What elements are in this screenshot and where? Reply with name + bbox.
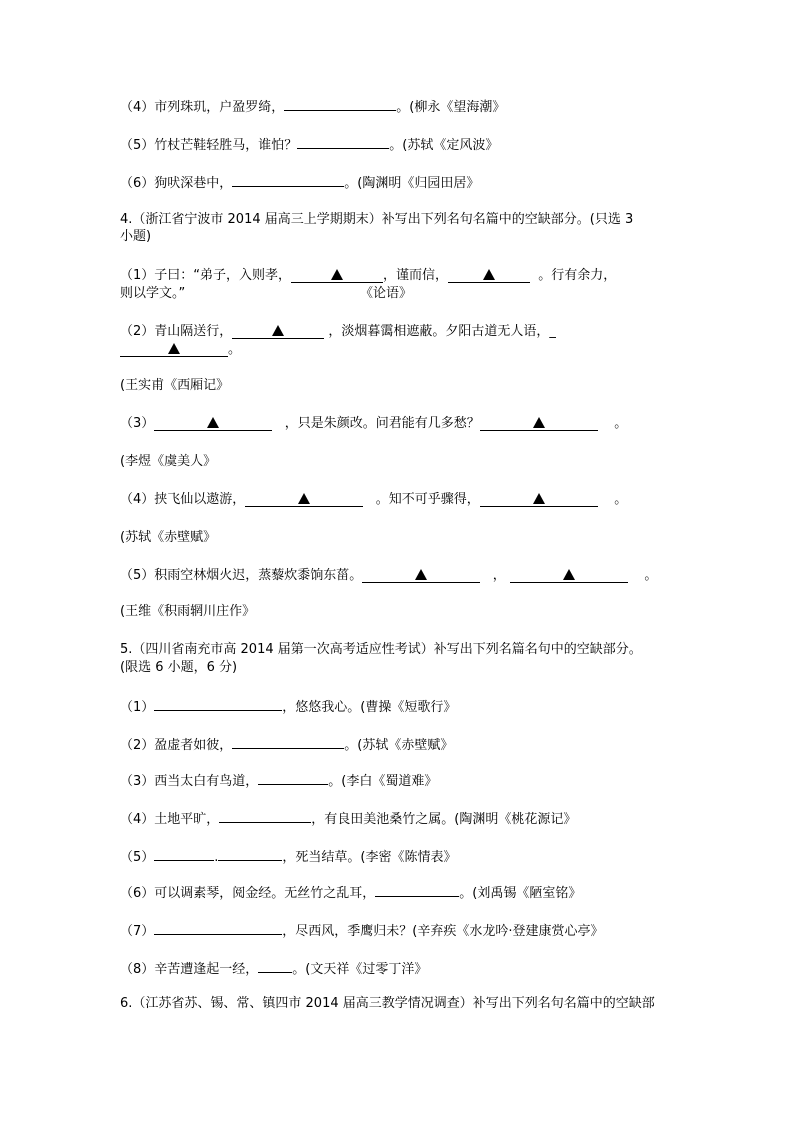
triangle-marker-icon	[415, 569, 427, 580]
item-text: （4）市列珠玑，户盈罗绮，	[120, 100, 285, 115]
item-text: 则以学文。”	[120, 286, 186, 301]
item-text: （6）狗吠深巷中，	[120, 176, 233, 191]
question-5-header-cont: (限选 6 小题，6 分)	[120, 660, 238, 675]
triangle-marker-icon	[483, 269, 495, 280]
answer-blank[interactable]	[375, 884, 459, 897]
triangle-marker-icon	[298, 493, 310, 504]
answer-blank[interactable]	[510, 568, 628, 583]
item-source: ，有良田美池桑竹之属。(陶渊明《桃花源记》	[311, 812, 577, 827]
item-text: （2）青山隔送行，	[120, 324, 233, 339]
item-4-5	[120, 568, 657, 584]
triangle-marker-icon	[563, 569, 575, 580]
triangle-marker-icon	[533, 417, 545, 428]
triangle-marker-icon	[207, 417, 219, 428]
answer-blank[interactable]	[232, 324, 324, 339]
triangle-marker-icon	[331, 269, 343, 280]
item-3-6	[120, 174, 479, 192]
item-text: 。	[614, 416, 628, 431]
item-5-6	[120, 884, 581, 902]
item-text: （1）子曰：“弟子，入则孝，	[120, 268, 292, 283]
answer-blank[interactable]	[154, 698, 282, 711]
answer-blank[interactable]	[219, 810, 311, 823]
question-6-header: 6.（江苏省苏、锡、常、镇四市 2014 届高三教学情况调查）补写出下列名句名篇中的空缺部	[120, 996, 655, 1011]
item-text: 。行有余力，	[538, 268, 617, 283]
answer-blank[interactable]	[297, 136, 389, 149]
answer-blank[interactable]	[232, 736, 344, 749]
answer-blank[interactable]	[480, 492, 598, 507]
item-text: 。知不可乎骤得，	[375, 492, 480, 507]
item-4-2	[120, 324, 556, 340]
item-text: 。	[228, 342, 242, 357]
item-text: （5）	[120, 850, 155, 865]
item-text: （4）挟飞仙以遨游，	[120, 492, 246, 507]
item-text: ，只是朱颜改。问君能有几多愁？	[284, 416, 480, 431]
answer-blank[interactable]	[154, 922, 282, 935]
item-source: 。(文天祥《过零丁洋》	[292, 962, 428, 977]
answer-blank[interactable]	[362, 568, 480, 583]
item-4-1-cont	[120, 286, 185, 302]
answer-blank[interactable]	[218, 848, 282, 861]
item-4-3-source: (李煜《虞美人》	[120, 454, 217, 469]
triangle-marker-icon	[272, 325, 284, 336]
item-text: （5）积雨空林烟火迟，蒸藜炊黍饷东菑。	[120, 568, 363, 583]
item-text: （5）竹杖芒鞋轻胜马，谁怕？	[120, 138, 298, 153]
question-4-header-cont: 小题)	[120, 229, 152, 244]
item-text: （3）	[120, 416, 155, 431]
answer-blank[interactable]	[232, 174, 344, 187]
question-5-header: 5.（四川省南充市高 2014 届第一次高考适应性考试）补写出下列名篇名句中的空缺部分。	[120, 642, 642, 657]
answer-blank[interactable]	[480, 416, 598, 431]
item-4-5-source: (王维《积雨辋川庄作》	[120, 604, 256, 619]
item-4-3	[120, 416, 627, 432]
item-source: 。(苏轼《定风波》	[389, 138, 499, 153]
item-source: ，死当结草。(李密《陈情表》	[282, 850, 457, 865]
item-source: 。(李白《蜀道难》	[328, 774, 438, 789]
item-4-4-source: (苏轼《赤壁赋》	[120, 530, 217, 545]
answer-blank[interactable]	[258, 960, 292, 973]
triangle-marker-icon	[168, 343, 180, 354]
answer-blank[interactable]	[291, 268, 383, 283]
item-source: 。(柳永《望海潮》	[396, 100, 506, 115]
answer-blank[interactable]	[284, 98, 396, 111]
item-source: 。(刘禹锡《陋室铭》	[459, 886, 582, 901]
item-text: ，	[492, 568, 506, 583]
item-5-4	[120, 810, 576, 828]
item-5-5	[120, 848, 457, 866]
item-5-2	[120, 736, 453, 754]
item-5-8	[120, 960, 427, 978]
item-text: （4）土地平旷，	[120, 812, 220, 827]
item-4-2-cont	[120, 342, 241, 358]
item-4-4	[120, 492, 627, 508]
item-4-1-source: 《论语》	[360, 286, 413, 301]
item-4-2-source: (王实甫《西厢记》	[120, 378, 230, 393]
triangle-marker-icon	[533, 493, 545, 504]
item-5-3	[120, 772, 437, 790]
question-4-header: 4.（浙江省宁波市 2014 届高三上学期期末）补写出下列名句名篇中的空缺部分。(只选 3	[120, 212, 634, 227]
item-3-4	[120, 98, 505, 116]
item-source: 。(陶渊明《归园田居》	[344, 176, 480, 191]
item-text: （3）西当太白有鸟道，	[120, 774, 259, 789]
item-text: ，谨而信，	[383, 268, 449, 283]
answer-blank[interactable]	[448, 268, 530, 283]
item-source: 。(苏轼《赤壁赋》	[344, 738, 454, 753]
item-5-7	[120, 922, 604, 940]
item-source: ，尽西风，季鹰归未？(辛弃疾《水龙吟·登建康赏心亭》	[282, 924, 604, 939]
item-text: （2）盈虚者如彼，	[120, 738, 233, 753]
item-text: ，淡烟暮霭相遮蔽。夕阳古道无人语，_	[328, 324, 556, 339]
item-text: （1）	[120, 700, 155, 715]
item-3-5	[120, 136, 498, 154]
item-text: （8）辛苦遭逢起一经，	[120, 962, 259, 977]
item-source: ，悠悠我心。(曹操《短歌行》	[282, 700, 457, 715]
item-4-1	[120, 268, 616, 284]
answer-blank[interactable]	[154, 416, 272, 431]
answer-blank[interactable]	[120, 342, 228, 357]
item-text: （7）	[120, 924, 155, 939]
item-5-1	[120, 698, 456, 716]
item-text: 。	[644, 568, 658, 583]
answer-blank[interactable]	[245, 492, 363, 507]
item-text: 。	[614, 492, 628, 507]
item-text: （6）可以调素琴，阅金经。无丝竹之乱耳，	[120, 886, 376, 901]
answer-blank[interactable]	[258, 772, 328, 785]
answer-blank[interactable]	[154, 848, 214, 861]
item-text: .	[214, 850, 219, 865]
